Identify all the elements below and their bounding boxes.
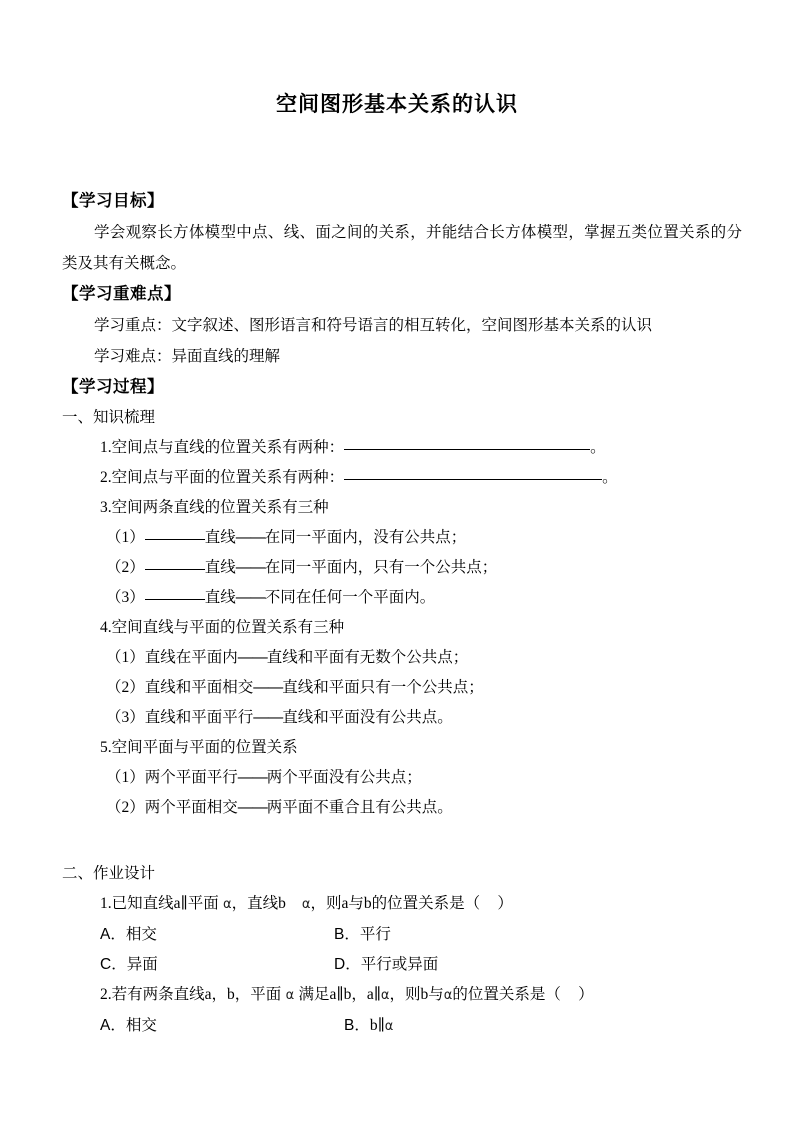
alpha-symbol: α: [285, 988, 295, 1003]
item-text: 空间直线与平面的位置关系有三种: [111, 619, 345, 636]
objectives-text: 学会观察长方体模型中点、线、面之间的关系，并能结合长方体模型，掌握五类位置关系的分类及其有关概念。: [62, 224, 742, 272]
option-b[interactable]: B．平行: [334, 926, 391, 943]
sub-term: 直线和平面相交: [144, 679, 254, 696]
stem-part: ，则: [389, 986, 421, 1003]
sub-label: （3）: [106, 589, 145, 606]
stem-part: ，则: [310, 895, 342, 912]
stem-part: ，直线: [231, 895, 279, 912]
knowledge-item-4: [62, 613, 742, 643]
sub-desc: 直线和平面只有一个公共点；: [282, 679, 484, 696]
stem-part: 与: [428, 986, 444, 1003]
sub-term: 直线: [204, 529, 236, 546]
section-spacer: [62, 823, 742, 859]
alpha-symbol: α: [301, 897, 311, 912]
sub-dash: ——: [253, 709, 283, 726]
alpha-symbol: α: [223, 897, 232, 912]
sub-label: （2）: [106, 559, 145, 576]
stem-part: 的位置关系是（: [371, 895, 481, 912]
question-number: 2.: [100, 986, 112, 1003]
sub-label: （1）: [106, 649, 145, 666]
alpha-symbol: α: [443, 988, 453, 1003]
sub-dash: ——: [235, 529, 265, 546]
knowledge-item-1: [62, 433, 742, 463]
sub-term: 直线: [204, 559, 236, 576]
stem-plane-word: 平面: [187, 895, 219, 912]
sub-term: 直线: [204, 589, 236, 606]
sub-term: 直线和平面平行: [144, 709, 254, 726]
stem-part: ）: [497, 895, 513, 912]
question-1-options-row-1: [62, 920, 742, 950]
sub-desc: 在同一平面内，只有一个公共点；: [264, 559, 498, 576]
sub-label: （1）: [106, 529, 145, 546]
item-number: 2.: [100, 469, 112, 486]
alpha-symbol: α: [384, 1019, 394, 1034]
question-1-options-row-2: [62, 950, 742, 980]
option-c[interactable]: C．异面: [100, 956, 158, 973]
knowledge-item-4-sub-1: [62, 643, 742, 673]
stem-part: 与: [348, 895, 364, 912]
stem-part: 满足: [298, 986, 330, 1003]
variable-b: b: [278, 895, 286, 912]
variable-b: b: [227, 986, 235, 1003]
item-text: 空间点与平面的位置关系有两种：: [111, 469, 345, 486]
sub-desc: 两个平面没有公共点；: [266, 769, 422, 786]
fill-blank-3-3[interactable]: [145, 585, 205, 600]
fill-blank-3-1[interactable]: [145, 525, 205, 540]
sub-dash: ——: [237, 799, 267, 816]
page-title: 空间图形基本关系的认识: [276, 93, 518, 116]
section-heading-key-points: 【学习重难点】: [62, 285, 181, 303]
variable-a: a: [173, 895, 181, 912]
sub-term: 直线在平面内: [144, 649, 238, 666]
sub-dash: ——: [253, 679, 283, 696]
sub-term: 两个平面平行: [144, 769, 238, 786]
knowledge-item-2: [62, 463, 742, 493]
sub-label: （1）: [106, 769, 145, 786]
stem-part: ，平面: [234, 986, 282, 1003]
key-points-difficulty: 学习难点：异面直线的理解: [94, 348, 281, 365]
knowledge-item-5-sub-2: [62, 793, 742, 823]
option-a[interactable]: A．相交: [100, 926, 157, 943]
sub-desc: 不同在任何一个平面内。: [264, 589, 436, 606]
sub-dash: ——: [237, 769, 267, 786]
stem-part: 已知直线: [111, 895, 174, 912]
knowledge-item-3-sub-1: [62, 523, 742, 553]
part-one-title: 一、知识梳理: [62, 409, 156, 426]
option-b[interactable]: [344, 1011, 393, 1042]
item-trailing: 。: [590, 439, 606, 456]
option-d[interactable]: D．平行或异面: [334, 956, 439, 973]
sub-label: （3）: [106, 709, 145, 726]
stem-part: ，: [211, 986, 228, 1003]
knowledge-item-5-sub-1: [62, 763, 742, 793]
sub-dash: ——: [237, 649, 267, 666]
knowledge-item-5: [62, 733, 742, 763]
knowledge-item-4-sub-3: [62, 703, 742, 733]
expression-a-parallel-b: a∥b: [329, 986, 352, 1003]
question-number: 1.: [100, 895, 112, 912]
stem-part: 的位置关系是（: [452, 986, 561, 1003]
key-points-focus: 学习重点：文字叙述、图形语言和符号语言的相互转化，空间图形基本关系的认识: [94, 317, 653, 334]
part-two-title: 二、作业设计: [62, 865, 156, 882]
variable-a: a: [204, 986, 212, 1003]
sub-desc: 两平面不重合且有公共点。: [266, 799, 453, 816]
document-body: [62, 186, 742, 1041]
item-number: 3.: [100, 499, 112, 516]
sub-term: 两个平面相交: [144, 799, 238, 816]
item-text: 空间点与直线的位置关系有两种：: [111, 439, 345, 456]
option-b-expression: b∥: [369, 1017, 385, 1034]
fill-blank-1[interactable]: [344, 435, 590, 450]
knowledge-item-4-sub-2: [62, 673, 742, 703]
stem-part: ）: [578, 986, 594, 1003]
item-text: 空间平面与平面的位置关系: [111, 739, 298, 756]
knowledge-item-3: [62, 493, 742, 523]
sub-label: （2）: [106, 799, 145, 816]
stem-part: 若有两条直线: [111, 986, 205, 1003]
question-1-stem: [62, 889, 742, 920]
sub-dash: ——: [235, 589, 265, 606]
option-a[interactable]: A．相交: [100, 1017, 157, 1034]
sub-dash: ——: [235, 559, 265, 576]
item-text: 空间两条直线的位置关系有三种: [111, 499, 329, 516]
knowledge-item-3-sub-3: [62, 583, 742, 613]
expression-a-parallel: a∥: [366, 986, 381, 1003]
variable-b: b: [363, 895, 372, 912]
question-2-options-row-1: [62, 1011, 742, 1041]
variable-a: a: [341, 895, 349, 912]
stem-part: ，: [351, 986, 367, 1003]
sub-desc: 在同一平面内，没有公共点；: [264, 529, 467, 546]
variable-b: b: [420, 986, 429, 1003]
option-b-prefix: B．: [344, 1017, 370, 1034]
item-number: 1.: [100, 439, 112, 456]
section-heading-process: 【学习过程】: [62, 378, 164, 396]
fill-blank-2[interactable]: [344, 465, 602, 480]
item-number: 5.: [100, 739, 112, 756]
sub-label: （2）: [106, 679, 145, 696]
alpha-symbol: α: [380, 988, 390, 1003]
sub-desc: 直线和平面没有公共点。: [282, 709, 453, 726]
parallel-symbol: ∥: [180, 895, 188, 912]
item-number: 4.: [100, 619, 112, 636]
section-heading-objectives: 【学习目标】: [62, 192, 164, 210]
sub-desc: 直线和平面有无数个公共点；: [266, 649, 469, 666]
item-trailing: 。: [602, 469, 618, 486]
knowledge-item-3-sub-2: [62, 553, 742, 583]
fill-blank-3-2[interactable]: [145, 555, 205, 570]
question-2-stem: [62, 980, 742, 1011]
